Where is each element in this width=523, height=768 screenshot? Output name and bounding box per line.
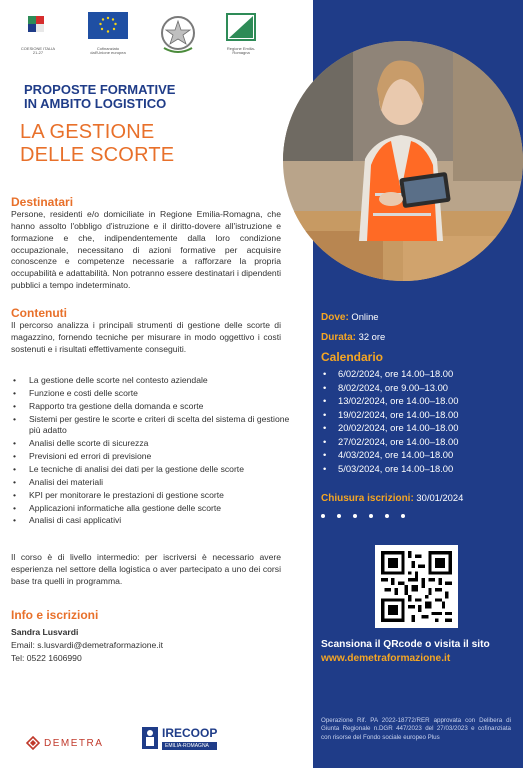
scan-text: Scansiona il QRcode o visita il sito [321, 639, 490, 650]
calendar-date: • 4/03/2024, ore 14.00–18.00 [321, 448, 458, 462]
chiusura-line [321, 492, 463, 504]
title-line-2: DELLE SCORTE [20, 144, 175, 166]
er-text: Regione Emilia-Romagna [226, 46, 256, 56]
eu-text: Cofinanziato dall'Unione europea [90, 46, 126, 56]
dot [369, 514, 373, 518]
title-line-1: LA GESTIONE [20, 121, 155, 143]
chiusura-value: 30/01/2024 [416, 492, 464, 503]
chiusura-label: Chiusura iscrizioni: [321, 493, 414, 504]
repubblica-emblem [158, 12, 198, 62]
durata-line [321, 331, 385, 343]
durata-value: 32 ore [358, 331, 386, 342]
header-logos [0, 0, 313, 70]
calendar-date: • 19/02/2024, ore 14.00–18.00 [321, 408, 458, 422]
demetra-logo-text: DEMETRA [44, 737, 104, 749]
level-note: Il corso è di livello intermedio: per iscriversi è necessario avere esperienza nel settore della logistica o aver partecipato a uno dei corsi base tra quelli in programma. [11, 552, 281, 586]
coesione-italia-logo [18, 12, 58, 58]
calendar-list [321, 367, 458, 475]
contenuti-text: Il percorso analizza i principali strumenti di gestione delle scorte di magazzino, fornendo tecniche per misurare in modo oggettivo i costi sostenuti e i risultati effettivamente conseguiti. [11, 320, 281, 354]
subtitle-line-2: IN AMBITO LOGISTICO [24, 96, 167, 112]
calendar-date: • 13/02/2024, ore 14.00–18.00 [321, 394, 458, 408]
destinatari-heading: Destinatari [11, 195, 74, 209]
contact-name: Sandra Lusvardi [11, 627, 79, 637]
list-item: • Le tecniche di analisi dei dati per la gestione delle scorte [11, 464, 291, 476]
list-item: • KPI per monitorare le prestazioni di gestione scorte [11, 490, 291, 502]
dove-label: Dove: [321, 312, 349, 323]
dove-line [321, 311, 379, 323]
contact-block [11, 626, 163, 665]
emilia-romagna-logo [224, 12, 258, 58]
contact-email[interactable]: Email: s.lusvardi@demetraformazione.it [11, 639, 164, 650]
irecoop-text: IRECOOP [162, 726, 218, 740]
list-item: • Previsioni ed errori di previsione [11, 451, 291, 463]
calendar-date: • 5/03/2024, ore 14.00–18.00 [321, 462, 458, 476]
list-item: • La gestione delle scorte nel contesto aziendale [11, 375, 291, 387]
calendar-date: • 6/02/2024, ore 14.00–18.00 [321, 367, 458, 381]
course-title [20, 121, 174, 167]
list-item: • Analisi delle scorte di sicurezza [11, 438, 291, 450]
dot [321, 514, 325, 518]
website-link[interactable]: www.demetraformazione.it [321, 653, 451, 665]
info-heading: Info e iscrizioni [11, 608, 99, 622]
list-item: • Rapporto tra gestione della domanda e scorte [11, 401, 291, 413]
decorative-dots [321, 514, 405, 518]
subtitle-line-1: PROPOSTE FORMATIVE [24, 82, 176, 97]
durata-label: Durata: [321, 332, 357, 343]
contenuti-heading: Contenuti [11, 306, 67, 320]
contact-phone[interactable]: Tel: 0522 1606990 [11, 652, 82, 663]
calendar-date: • 20/02/2024, ore 14.00–18.00 [321, 421, 458, 435]
dot [353, 514, 357, 518]
list-item: • Funzione e costi delle scorte [11, 388, 291, 400]
calendar-date: • 27/02/2024, ore 14.00–18.00 [321, 435, 458, 449]
demetra-logo [26, 736, 103, 750]
dove-value: Online [351, 311, 379, 322]
warehouse-worker-photo [283, 41, 523, 281]
contenuti-list [11, 375, 291, 528]
destinatari-text: Persone, residenti e/o domiciliate in Regione Emilia-Romagna, che hanno assolto l'obbligo d'istruzione e il diritto-dovere all'istruzione e formazione e che, indipendentemente dalla loro condizione occupazionale, necessitano di azioni formative per acquisire conoscenze e competenze necessarie a rafforzare la propria occupabilità e adattabilità. Non potranno essere destinatari i dipendenti pubblici a tempo indeterminato. [11, 209, 281, 291]
eu-flag-logo [88, 12, 128, 58]
irecoop-logo [142, 726, 217, 750]
coesione-text: COESIONE ITALIA 21-27 [20, 46, 56, 56]
calendar-date: • 8/02/2024, ore 9.00–13.00 [321, 381, 458, 395]
dot [337, 514, 341, 518]
list-item: • Sistemi per gestire le scorte e criteri di scelta del sistema di gestione più adatto [11, 414, 291, 438]
list-item: • Analisi di casi applicativi [11, 515, 291, 527]
irecoop-subtext: EMILIA-ROMAGNA [162, 742, 217, 750]
scan-cta [321, 638, 490, 667]
course-category-subtitle [24, 83, 175, 112]
list-item: • Analisi dei materiali [11, 477, 291, 489]
dot [385, 514, 389, 518]
dot [401, 514, 405, 518]
operazione-note: Operazione Rif. PA 2022-18772/RER approvata con Delibera di Giunta Regionale n.DGR 447/2023 del 27/03/2023 e cofinanziata con risorse del Fondo sociale europeo Plus [321, 717, 511, 741]
qr-code[interactable] [375, 545, 458, 628]
list-item: • Applicazioni informatiche alla gestione delle scorte [11, 503, 291, 515]
calendario-heading: Calendario [321, 350, 384, 364]
footer-logos [0, 720, 313, 768]
